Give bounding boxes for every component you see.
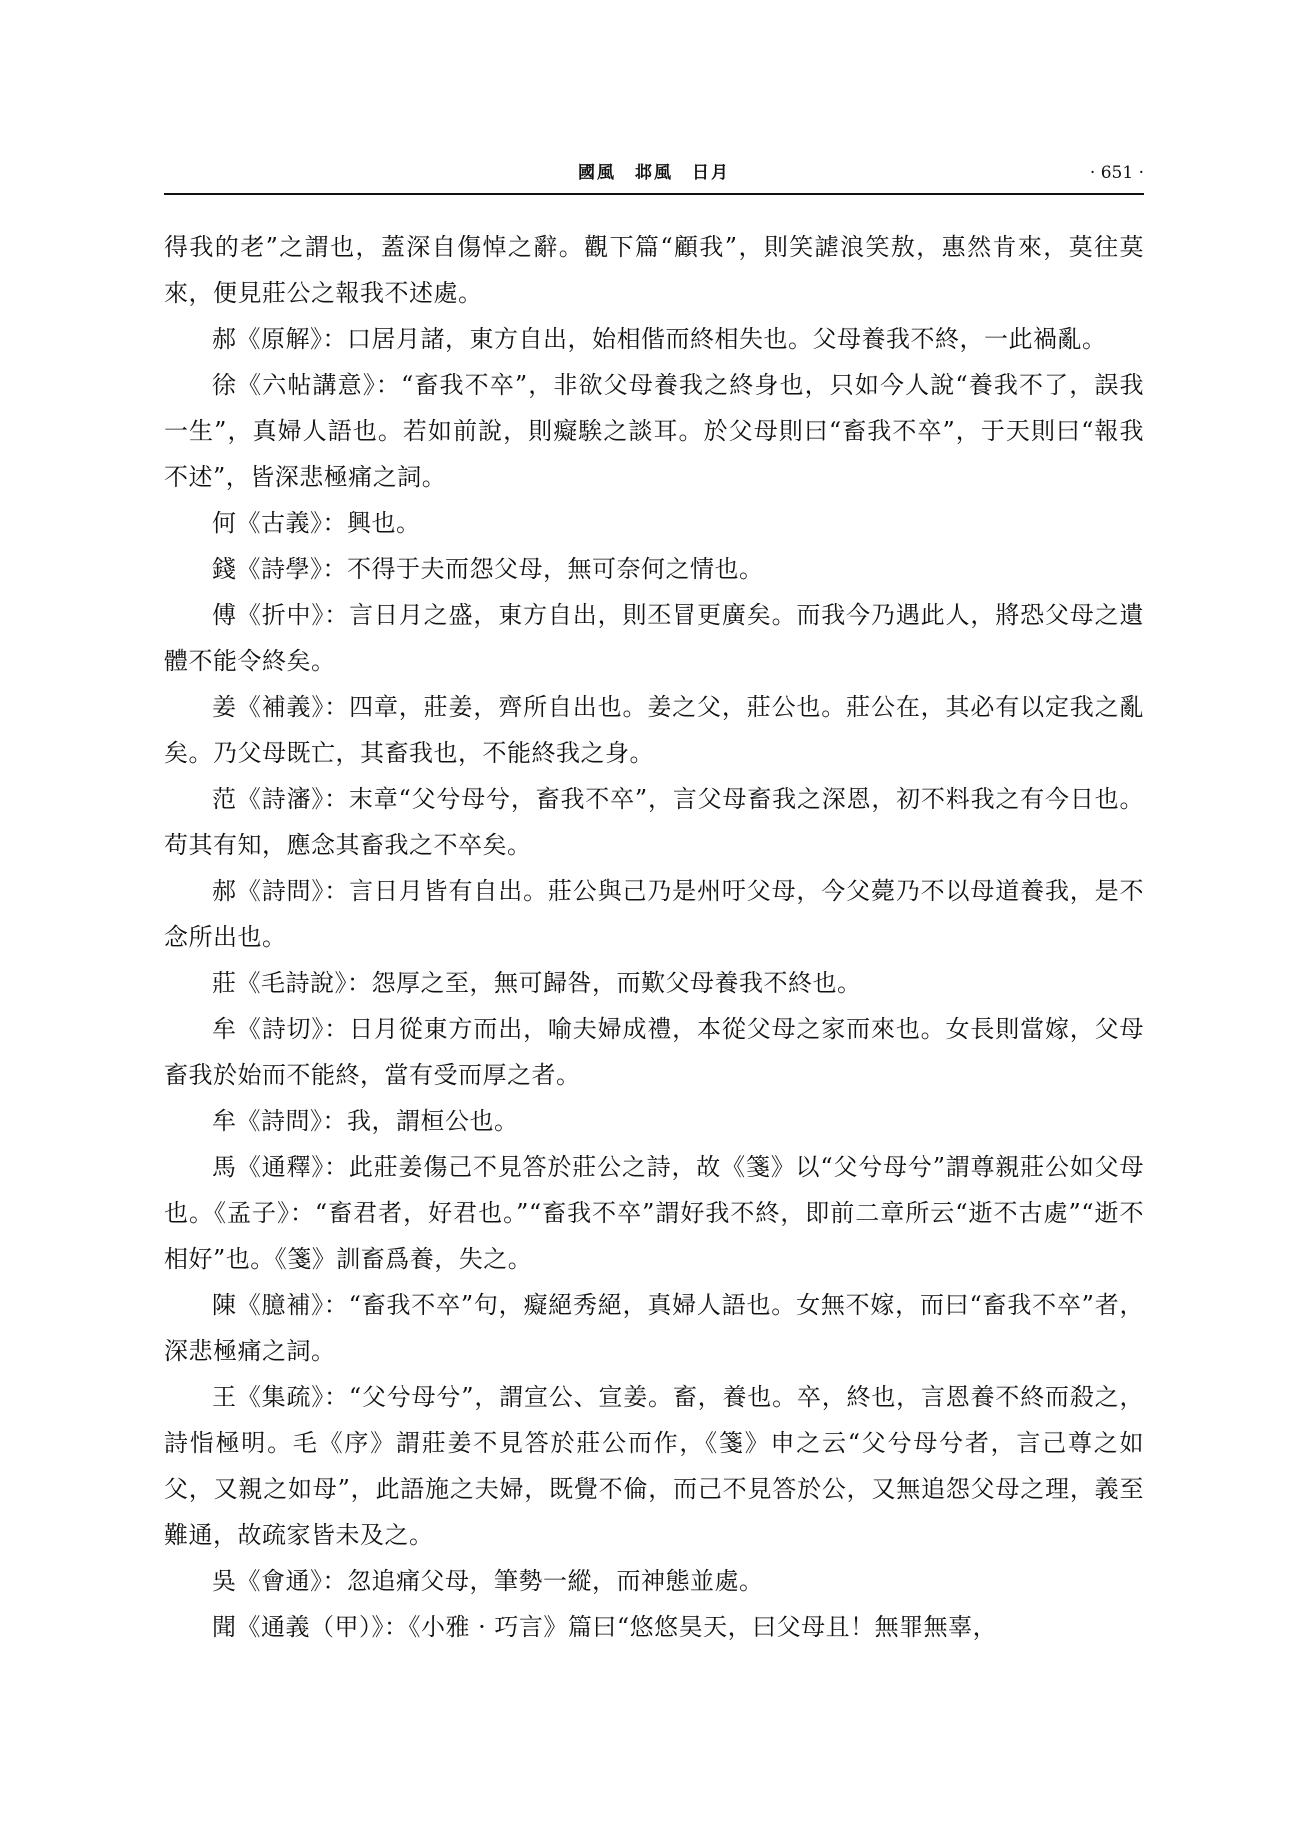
paragraph-continuation: 得我的老”之謂也，蓋深自傷悼之辭。觀下篇“顧我”，則笑謔浪笑敖，惠然肯來，莫往莫來，便見莊公之報我不述處。 [164,233,1144,307]
paragraph-chen-yibu: 陳《臆補》：“畜我不卒”句，癡絕秀絕，真婦人語也。女無不嫁，而曰“畜我不卒”者，深悲極痛之詞。 [164,1291,1144,1365]
paragraph-jiang-buyi: 姜《補義》：四章，莊姜，齊所自出也。姜之父，莊公也。莊公在，其必有以定我之亂矣。乃父母既亡，其畜我也，不能終我之身。 [164,693,1144,767]
paragraph-mou-shiqie: 牟《詩切》：日月從東方而出，喻夫婦成禮，本從父母之家而來也。女長則當嫁，父母畜我於始而不能終，當有受而厚之者。 [164,1015,1144,1089]
paragraph-hao-yuanjie: 郝《原解》：口居月諸，東方自出，始相偕而終相失也。父母養我不終，一此禍亂。 [212,325,1107,353]
page-number: · 651 · [1089,163,1144,183]
paragraph-ma-tongshi: 馬《通釋》：此莊姜傷己不見答於莊公之詩，故《箋》以“父兮母兮”謂尊親莊公如父母也。《孟子》：“畜君者，好君也。”“畜我不卒”謂好我不終，即前二章所云“逝不古處”“逝不相好”也。《箋》訓畜爲養，失之。 [164,1153,1144,1273]
paragraph-wu-huitong: 吳《會通》：忽追痛父母，筆勢一縱，而神態並處。 [212,1567,764,1595]
paragraph-qian-shixue: 錢《詩學》：不得于夫而怨父母，無可奈何之情也。 [212,555,764,583]
paragraph-hao-shiwen: 郝《詩問》：言日月皆有自出。莊公與己乃是州吁父母，今父薨乃不以母道養我，是不念所出也。 [164,877,1144,951]
paragraph-xu-liutie: 徐《六帖講意》：“畜我不卒”，非欲父母養我之終身也，只如今人說“養我不了，誤我一生”，真婦人語也。若如前說，則癡騃之談耳。於父母則曰“畜我不卒”，于天則曰“報我不述”，皆深悲極痛之詞。 [164,371,1144,491]
running-header [164,158,1144,194]
header-rule [164,193,1144,195]
paragraph-fu-zhezhong: 傅《折中》：言日月之盛，東方自出，則丕冒更廣矣。而我今乃遇此人，將恐父母之遺體不能令終矣。 [164,601,1144,675]
body-text [164,224,1144,1650]
paragraph-mou-shiwen: 牟《詩問》：我，謂桓公也。 [212,1107,519,1135]
paragraph-zhuang-maoshishuo: 莊《毛詩說》：怨厚之至，無可歸咎，而歎父母養我不終也。 [212,969,862,997]
paragraph-he-guyi: 何《古義》：興也。 [212,509,421,537]
paragraph-wang-jishu: 王《集疏》：“父兮母兮”，謂宣公、宣姜。畜，養也。卒，終也，言恩養不終而殺之，詩恉極明。毛《序》謂莊姜不見答於莊公而作，《箋》申之云“父兮母兮者，言己尊之如父，又親之如母”，此語施之夫婦，既覺不倫，而己不見答於公，又無追怨父母之理，義至難通，故疏家皆未及之。 [164,1383,1144,1549]
running-header-title: 國風 邶風 日月 [578,163,730,183]
paragraph-wen-tongyi: 聞《通義（甲）》：《小雅 · 巧言》篇曰“悠悠昊天，曰父母且！無罪無辜， [212,1613,998,1641]
paragraph-fan-shishen: 范《詩瀋》：末章“父兮母兮，畜我不卒”，言父母畜我之深恩，初不料我之有今日也。苟其有知，應念其畜我之不卒矣。 [164,785,1144,859]
